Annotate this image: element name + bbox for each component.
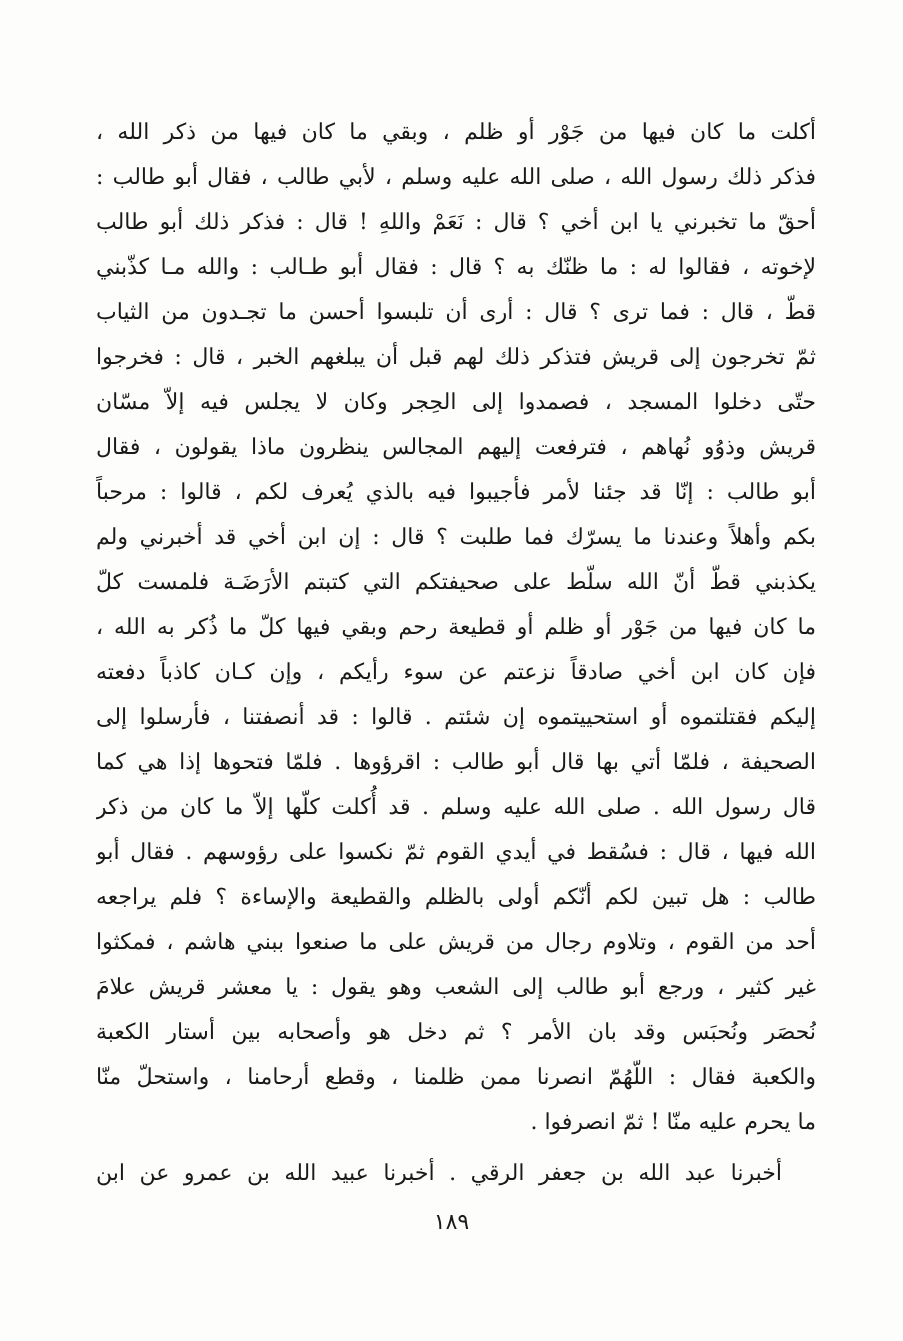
text-line: فإن كان ابن أخي صادقاً نزعتم عن سوء رأيكم ، وإن كـان كاذباً دفعته xyxy=(96,660,816,685)
text-line: طالب : هل تبين لكم أنّكم أولى بالظلم والقطيعة والإساءة ؟ فلم يراجعه xyxy=(96,885,816,910)
text-line: بكم وأهلاً وعندنا ما يسرّك فما طلبت ؟ قال : إن ابن أخي قد أخبرني ولم xyxy=(96,525,816,550)
text-line: أحد من القوم ، وتلاوم رجال من قريش على ما صنعوا ببني هاشم ، فمكثوا xyxy=(96,930,816,955)
text-line: ما يحرم عليه منّا ! ثمّ انصرفوا . xyxy=(530,1110,816,1135)
text-line: نُحصَر ونُحبَس وقد بان الأمر ؟ ثم دخل هو وأصحابه بين أستار الكعبة xyxy=(96,1020,816,1045)
text-line: ثمّ تخرجون إلى قريش فتذكر ذلك لهم قبل أن يبلغهم الخبر ، قال : فخرجوا xyxy=(96,345,816,370)
text-line: غير كثير ، ورجع أبو طالب إلى الشعب وهو يقول : يا معشر قريش علامَ xyxy=(96,975,816,1000)
text-line: أخبرنا عبد الله بن جعفر الرقي . أخبرنا عبيد الله بن عمرو عن ابن xyxy=(96,1161,782,1186)
page-number: ١٨٩ xyxy=(433,1210,470,1235)
text-line: قال رسول الله . صلى الله عليه وسلم . قد أُكلت كلّها إلاّ ما كان من ذكر xyxy=(96,795,816,820)
body-text xyxy=(96,110,816,1196)
text-line: إليكم فقتلتموه أو استحييتموه إن شئتم . قالوا : قد أنصفتنا ، فأرسلوا إلى xyxy=(96,705,816,730)
text-line: ما كان فيها من جَوْر أو ظلم أو قطيعة رحم وبقي فيها كلّ ما ذُكر به الله ، xyxy=(96,615,816,640)
text-line: قريش وذوُو نُهاهم ، فترفعت إليهم المجالس ينظرون ماذا يقولون ، فقال xyxy=(96,435,816,460)
text-line: يكذبني قطّ أنّ الله سلّط على صحيفتكم التي كتبتم الأرَضَـة فلمست كلّ xyxy=(96,570,816,595)
text-line: الله فيها ، قال : فسُقط في أيدي القوم ثمّ نكسوا على رؤوسهم . فقال أبو xyxy=(96,840,816,865)
text-line: والكعبة فقال : اللّهُمّ انصرنا ممن ظلمنا ، وقطع أرحامنا ، واستحلّ منّا xyxy=(96,1065,816,1090)
text-line: أبو طالب : إنّا قد جئنا لأمر فأجيبوا فيه بالذي يُعرف لكم ، قالوا : مرحباً xyxy=(96,480,816,505)
text-line: فذكر ذلك رسول الله ، صلى الله عليه وسلم ، لأبي طالب ، فقال أبو طالب : xyxy=(96,165,816,190)
text-line: أكلت ما كان فيها من جَوْر أو ظلم ، وبقي ما كان فيها من ذكر الله ، xyxy=(96,120,816,145)
text-line: لإخوته ، فقالوا له : ما ظنّك به ؟ قال : فقال أبو طـالب : والله مـا كذّبني xyxy=(96,255,816,280)
text-line: قطّ ، قال : فما ترى ؟ قال : أرى أن تلبسوا أحسن ما تجـدون من الثياب xyxy=(96,300,816,325)
text-line: حتّى دخلوا المسجد ، فصمدوا إلى الحِجر وكان لا يجلس فيه إلاّ مسّان xyxy=(96,390,816,415)
text-line: أحقّ ما تخبرني يا ابن أخي ؟ قال : نَعَمْ واللهِ ! قال : فذكر ذلك أبو طالب xyxy=(96,210,816,235)
text-line: الصحيفة ، فلمّا أتي بها قال أبو طالب : اقرؤوها . فلمّا فتحوها إذا هي كما xyxy=(96,750,816,775)
